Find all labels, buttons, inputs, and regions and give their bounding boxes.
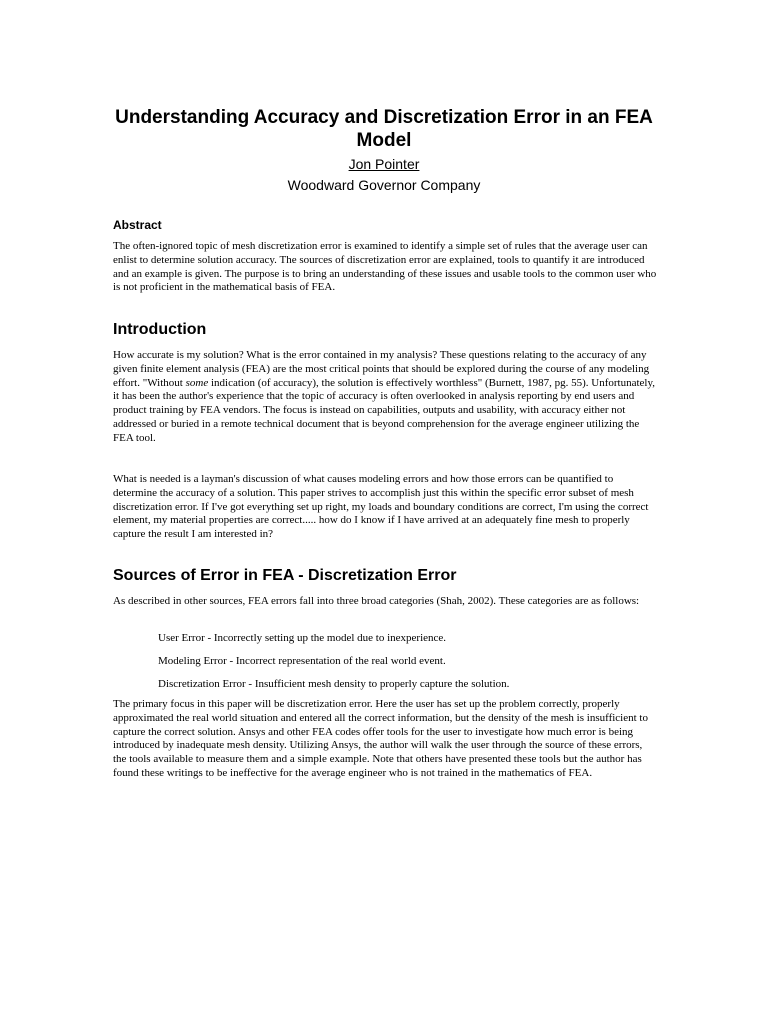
- author-link[interactable]: Jon Pointer: [348, 156, 420, 172]
- introduction-paragraph-1: [113, 349, 658, 446]
- error-category-discretization: Discretization Error - Insufficient mesh density to properly capture the solution.: [158, 678, 510, 690]
- error-category-modeling: Modeling Error - Incorrect representation of the real world event.: [158, 655, 446, 667]
- author-affiliation: Woodward Governor Company: [287, 177, 481, 193]
- paper-title: Understanding Accuracy and Discretization Error in an FEA Model: [115, 107, 653, 151]
- sources-intro: As described in other sources, FEA errors fall into three broad categories (Shah, 2002). These categories are as follows:: [113, 595, 640, 607]
- intro-p1-part1: How accurate is my solution? What is the error contained in my analysis? These questions relating to the accuracy of any given finite element analysis (FEA) are the most critical points that should be explored during the course of any modeling effort. "Without: [113, 349, 650, 389]
- intro-p1-emphasis: some: [185, 376, 209, 389]
- sources-paragraph-2: The primary focus in this paper will be discretization error. Here the user has set up the problem correctly, properly approximated the real world situation and entered all the correct information, but the density of the mesh is insufficient to capture the correct solution. Ansys and other FEA codes offer tools for the user to investigate how much error is being introduced by inadequate mesh density. Utilizing Ansys, the author will walk the user through the source of these errors, the tools available to measure them and a simple example. Note that others have presented these tools but the author has found these writings to be ineffective for the average engineer who is not trained in the mathematics of FEA.: [113, 698, 648, 779]
- introduction-paragraph-2: What is needed is a layman's discussion of what causes modeling errors and how those errors can be quantified to determine the accuracy of a solution. This paper strives to accomplish just this within the specific error subset of mesh discretization error. If I've got everything set up right, my loads and boundary conditions are correct, I'm using the correct element, my material properties are correct..... how do I know if I have arrived at an adequately fine mesh to properly capture the result I am interested in?: [113, 473, 649, 541]
- error-category-user: User Error - Incorrectly setting up the model due to inexperience.: [158, 632, 447, 644]
- abstract-heading: Abstract: [113, 218, 162, 232]
- sources-heading: Sources of Error in FEA - Discretization Error: [113, 567, 457, 584]
- author-name: [0, 155, 768, 173]
- intro-p1-part2: indication (of accuracy), the solution is effectively worthless" (Burnett, 1987, pg. 55). Unfortunately, it has been the author's experience that the topic of accuracy is often overlooked in analysis reporting by end users and product training by FEA vendors. The focus is instead on capabilities, outputs and usability, with accuracy either not addressed or buried in a remote technical document that is beyond comprehension for the average engineer utilizing the FEA tool.: [113, 376, 656, 444]
- abstract-text: The often-ignored topic of mesh discretization error is examined to identify a simple set of rules that the average user can enlist to determine solution accuracy. The sources of discretization error are explained, tools to quantify it are introduced and an example is given. The purpose is to bring an understanding of these issues and usable tools to the common user who is not proficient in the mathematical basis of FEA.: [113, 240, 657, 294]
- introduction-heading: Introduction: [113, 321, 207, 338]
